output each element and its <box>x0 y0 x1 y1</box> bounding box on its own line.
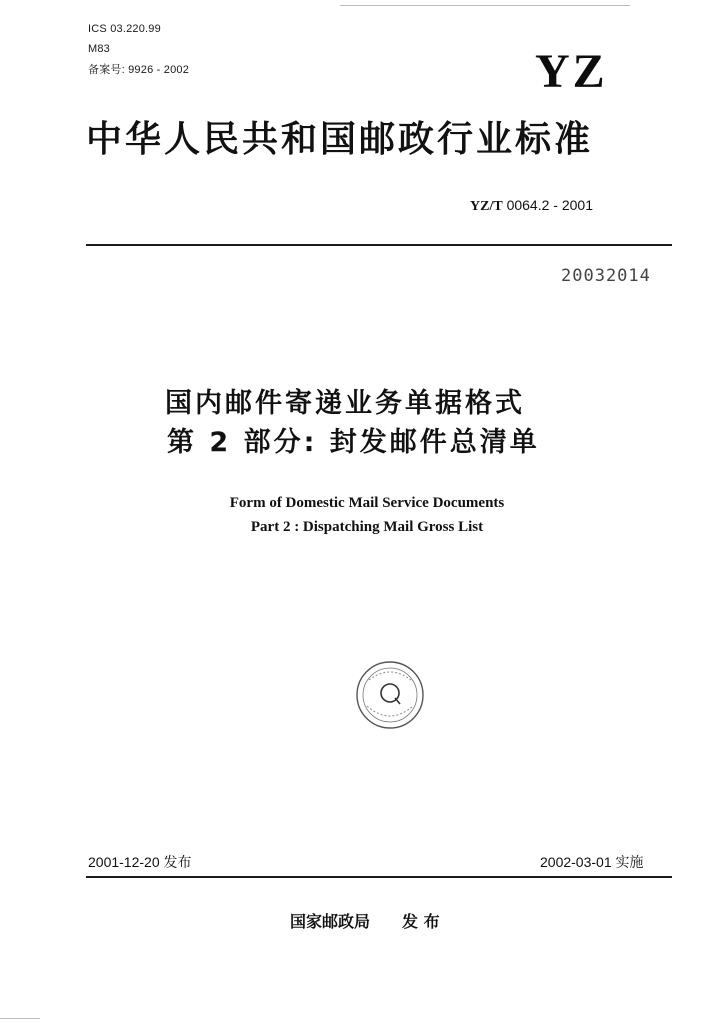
classification-code: M83 <box>88 43 110 55</box>
issue-date: 2001-12-20 发布 <box>88 854 192 870</box>
implementation-date: 2002-03-01 实施 <box>540 854 644 870</box>
publisher-name: 国家邮政局 <box>290 912 371 931</box>
standards-seal-icon <box>355 660 425 730</box>
english-title-line-1: Form of Domestic Mail Service Documents <box>229 495 505 511</box>
stamp-number: 20032014 <box>561 266 651 286</box>
standard-code <box>470 197 593 215</box>
standard-code-number: 0064.2 - 2001 <box>502 197 593 213</box>
chinese-title-line-2: 第 2 部分: 封发邮件总清单 <box>167 427 540 458</box>
standard-title: 中华人民共和国邮政行业标准 <box>86 119 594 160</box>
yz-logo: YZ <box>535 45 608 98</box>
footer-rule <box>86 876 672 878</box>
publisher-line <box>290 909 440 932</box>
ics-code: ICS 03.220.99 <box>88 23 161 35</box>
record-number: 备案号: 9926 - 2002 <box>88 64 190 76</box>
english-title-line-2: Part 2 : Dispatching Mail Gross List <box>250 519 484 535</box>
header-rule <box>86 244 672 246</box>
scan-mark-top <box>340 5 630 6</box>
publish-label: 发 布 <box>402 912 440 931</box>
scan-mark-bottom <box>0 1018 40 1019</box>
chinese-title-line-1: 国内邮件寄递业务单据格式 <box>165 388 525 419</box>
standard-code-prefix: YZ/T <box>470 199 503 214</box>
